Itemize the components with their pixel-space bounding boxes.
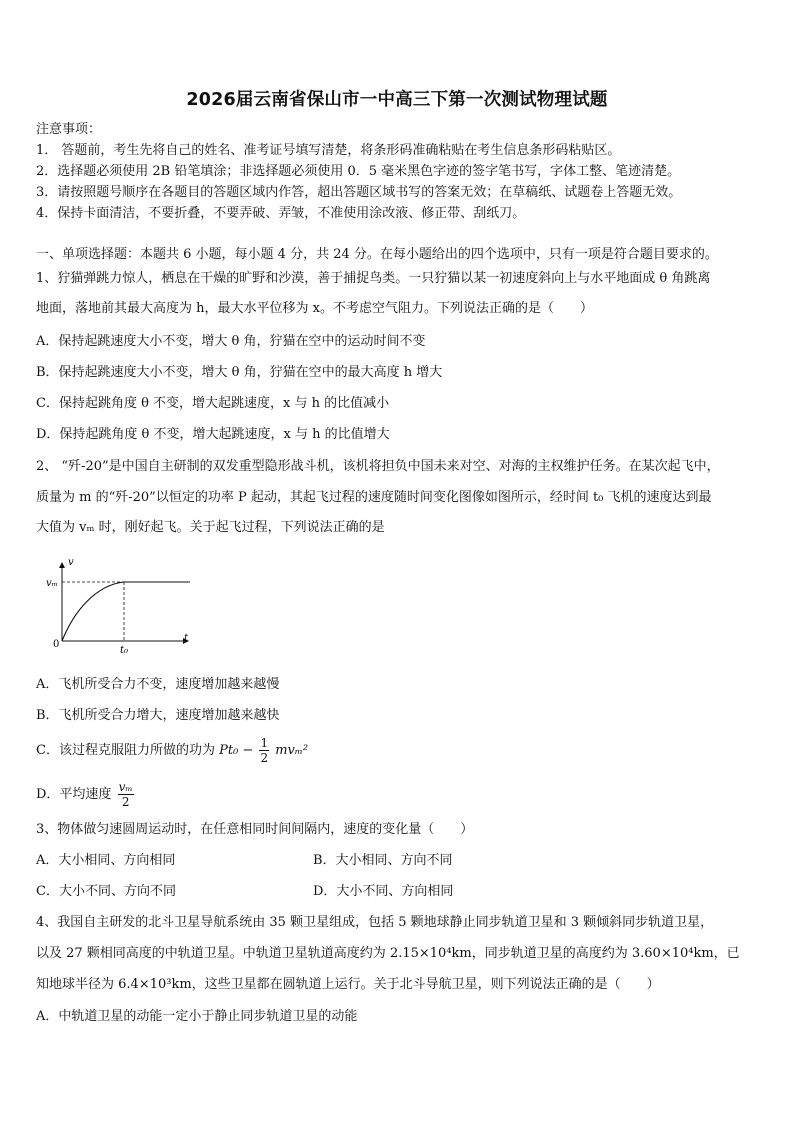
y-axis-label: v xyxy=(68,557,74,568)
q3-option-a: A．大小相同、方向相同 xyxy=(36,853,176,868)
q2-option-a: A．飞机所受合力不变，速度增加越来越慢 xyxy=(36,677,280,692)
q3-stem: 3、物体做匀速圆周运动时，在任意相同时间间隔内，速度的变化量（ ） xyxy=(36,822,474,837)
q2-option-d-text: D．平均速度 xyxy=(36,787,112,802)
notice-item-3: 3．请按照题号顺序在各题目的答题区域内作答，超出答题区域书写的答案无效；在草稿纸、试题卷上答题无效。 xyxy=(36,185,682,200)
q4-option-a: A．中轨道卫星的动能一定小于静止同步轨道卫星的动能 xyxy=(36,1009,358,1024)
q2-option-c xyxy=(36,734,308,768)
q1-stem-line1: 1、狞猫弹跳力惊人，栖息在干燥的旷野和沙漠，善于捕捉鸟类。一只狞猫以某一初速度斜向上与水平地面成 θ 角跳离 xyxy=(36,271,711,286)
q2-stem-line1: 2、 “歼-20”是中国自主研制的双发重型隐形战斗机，该机将担负中国未来对空、对海的主权维护任务。在某次起飞中， xyxy=(36,459,720,474)
velocity-curve xyxy=(62,582,190,641)
fraction-denominator: 2 xyxy=(260,751,269,765)
q1-option-c: C．保持起跳角度 θ 不变，增大起跳速度，x 与 h 的比值减小 xyxy=(36,396,390,411)
q1-option-b: B．保持起跳速度大小不变，增大 θ 角，狞猫在空中的最大高度 h 增大 xyxy=(36,365,443,380)
fraction-numerator: vₘ xyxy=(118,780,133,794)
q2-option-c-text: C．该过程克服阻力所做的功为 xyxy=(36,743,215,758)
q1-option-a: A．保持起跳速度大小不变，增大 θ 角，狞猫在空中的运动时间不变 xyxy=(36,334,426,349)
x-axis-label: t xyxy=(184,633,189,644)
q3-option-c: C．大小不同、方向不同 xyxy=(36,884,176,899)
q2-option-b: B．飞机所受合力增大，速度增加越来越快 xyxy=(36,708,280,723)
notice-item-4: 4．保持卡面清洁，不要折叠，不要弄破、弄皱，不准使用涂改液、修正带、刮纸刀。 xyxy=(36,206,526,221)
notice-item-1: 1． 答题前，考生先将自己的姓名、准考证号填写清楚，将条形码准确粘贴在考生信息条形码粘贴区。 xyxy=(36,143,621,158)
fraction-numerator: 1 xyxy=(260,736,269,750)
velocity-time-graph xyxy=(40,555,200,665)
q1-option-d: D．保持起跳角度 θ 不变，增大起跳速度，x 与 h 的比值增大 xyxy=(36,427,390,442)
q2-option-c-expr-a: Pt₀ − xyxy=(219,743,254,758)
q4-stem-line2: 以及 27 颗相同高度的中轨道卫星。中轨道卫星轨道高度约为 2.15×10⁴km，同步轨道卫星的高度约为 3.60×10⁴km，已 xyxy=(36,946,740,961)
exam-title: 2026届云南省保山市一中高三下第一次测试物理试题 xyxy=(186,90,608,110)
notice-item-2: 2．选择题必须使用 2B 铅笔填涂；非选择题必须使用 0．5 毫米黑色字迹的签字笔书写，字体工整、笔迹清楚。 xyxy=(36,164,681,179)
fraction-denominator: 2 xyxy=(121,795,130,809)
q2-option-c-fraction xyxy=(259,736,269,765)
q3-option-b: B．大小相同、方向不同 xyxy=(313,853,453,868)
q1-stem-line2: 地面，落地前其最大高度为 h，最大水平位移为 x。不考虑空气阻力。下列说法正确的是（ ） xyxy=(36,301,593,316)
q3-option-d: D．大小不同、方向相同 xyxy=(313,884,454,899)
vm-label: vₘ xyxy=(46,578,58,589)
t0-label: t₀ xyxy=(120,645,129,656)
q2-option-c-expr-b: mvₘ² xyxy=(275,743,309,758)
q2-option-d-fraction xyxy=(118,780,134,809)
q2-option-d xyxy=(36,778,136,812)
q2-stem-line2: 质量为 m 的“歼-20”以恒定的功率 P 起动，其起飞过程的速度随时间变化图像如图所示，经时间 t₀ 飞机的速度达到最 xyxy=(36,490,712,505)
q2-stem-line3: 大值为 vₘ 时，刚好起飞。关于起飞过程，下列说法正确的是 xyxy=(36,520,385,535)
section-heading: 一、单项选择题：本题共 6 小题，每小题 4 分，共 24 分。在每小题给出的四个选项中，只有一项是符合题目要求的。 xyxy=(36,247,718,262)
notice-heading: 注意事项： xyxy=(36,122,102,137)
q4-stem-line1: 4、我国自主研发的北斗卫星导航系统由 35 颗卫星组成，包括 5 颗地球静止同步轨道卫星和 3 颗倾斜同步轨道卫星， xyxy=(36,915,714,930)
origin-label: 0 xyxy=(53,639,60,650)
q4-stem-line3: 知地球半径为 6.4×10³km，这些卫星都在圆轨道上运行。关于北斗导航卫星，则下列说法正确的是（ ） xyxy=(36,977,660,992)
